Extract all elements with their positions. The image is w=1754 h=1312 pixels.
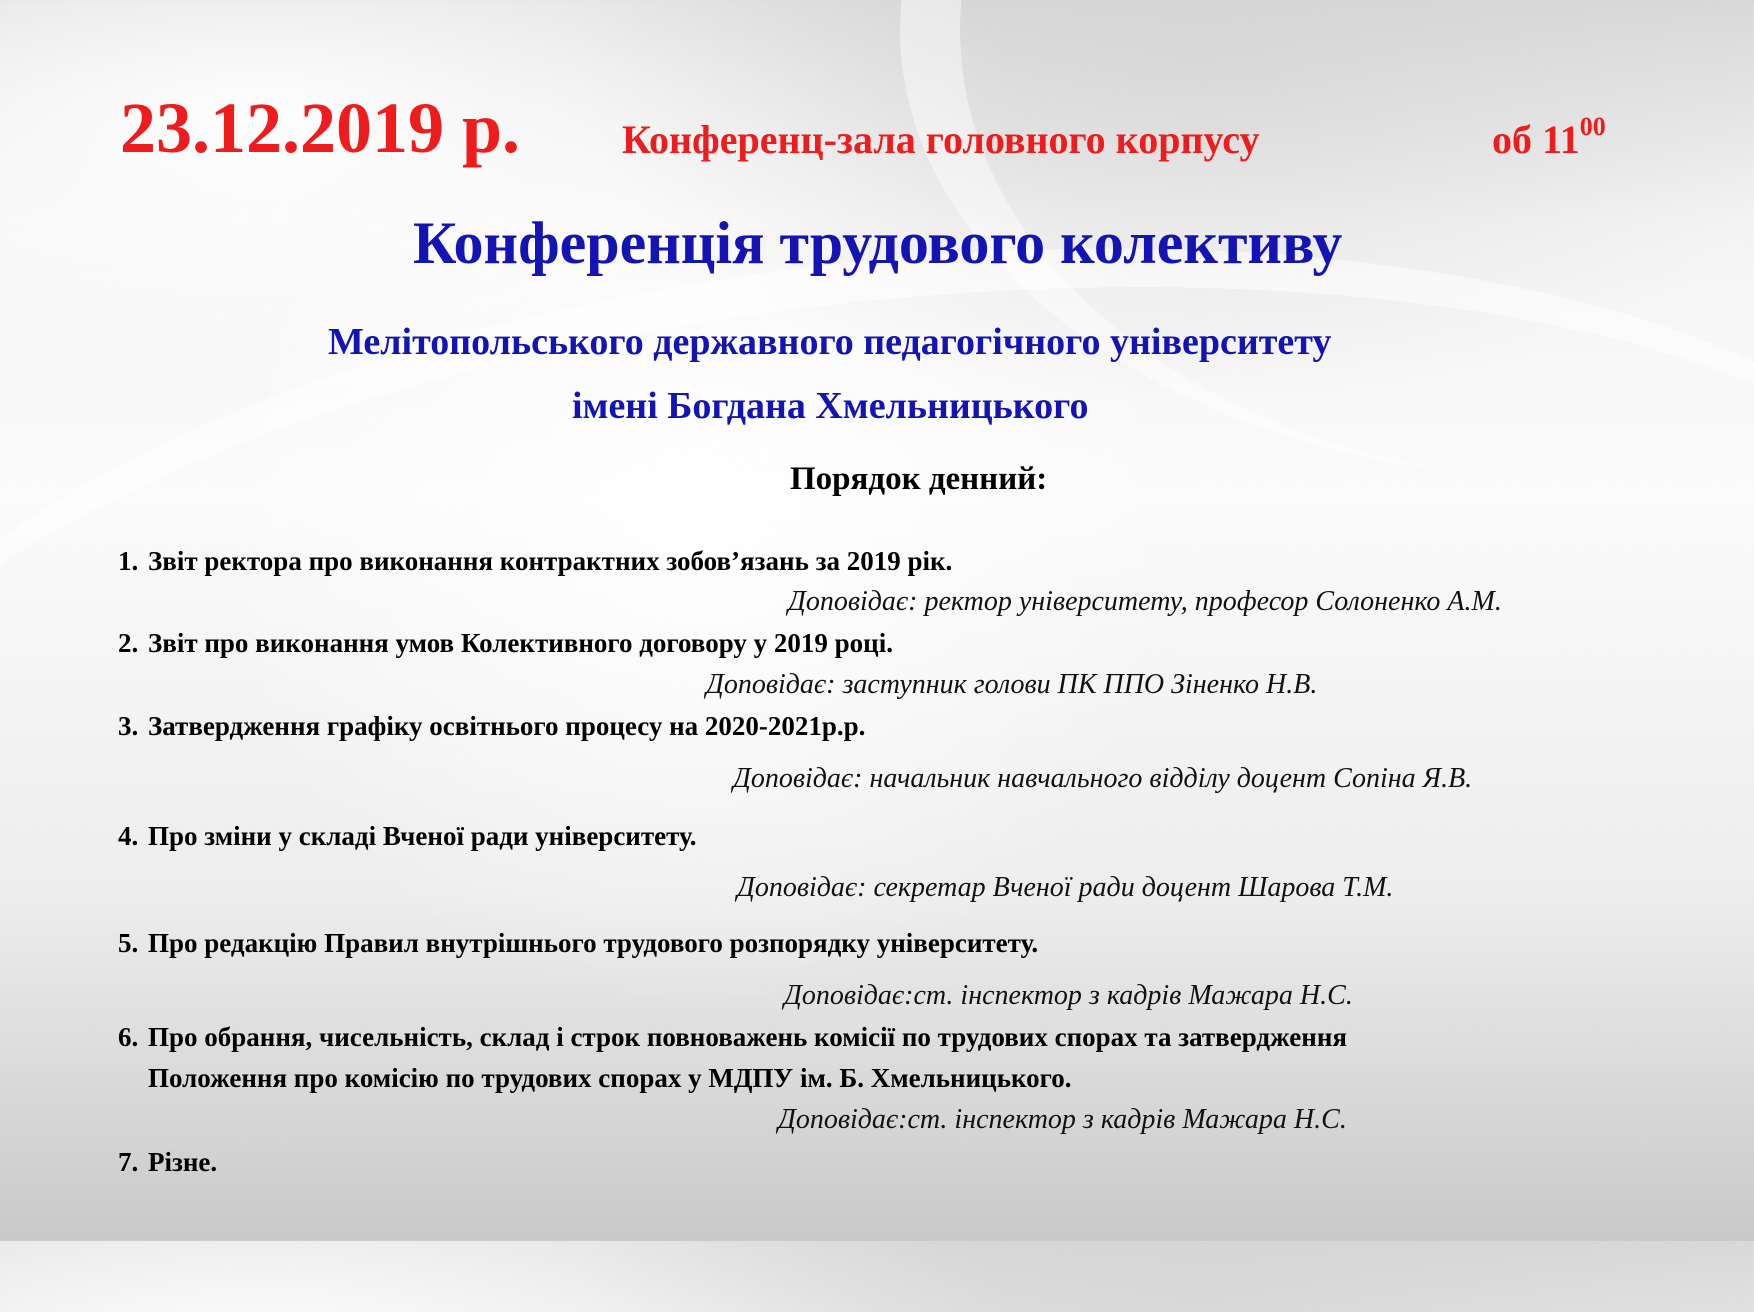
university-name-line1: Мелітопольського державного педагогічного університету xyxy=(328,321,1332,363)
agenda-item-text: Про редакцію Правил внутрішнього трудового розпорядку університету. xyxy=(148,928,1039,958)
event-venue: Конференц-зала головного корпусу xyxy=(622,117,1260,162)
agenda-item-text: Затвердження графіку освітнього процесу на 2020-2021р.р. xyxy=(148,711,866,741)
university-name-line2: імені Богдана Хмельницького xyxy=(572,385,1089,427)
agenda-item-7 xyxy=(118,1149,217,1176)
agenda-item-4-speaker: Доповідає: секретар Вченої ради доцент Шарова Т.М. xyxy=(737,872,1394,903)
agenda-item-text: Про обрання, чисельність, склад і строк повноважень комісії по трудових спорах та затвердження xyxy=(148,1022,1347,1052)
agenda-item-3-speaker: Доповідає: начальник навчального відділу доцент Сопіна Я.В. xyxy=(733,763,1473,794)
agenda-item-4 xyxy=(118,823,697,850)
agenda-item-2-speaker: Доповідає: заступник голови ПК ППО Зіненко Н.В. xyxy=(706,669,1318,700)
agenda-item-6 xyxy=(118,1024,1347,1051)
agenda-item-number: 4. xyxy=(118,821,139,851)
agenda-item-text: Про зміни у складі Вченої ради університету. xyxy=(148,821,697,851)
agenda-item-number: 6. xyxy=(118,1022,139,1052)
agenda-item-6-continuation: Положення про комісію по трудових спорах у МДПУ ім. Б. Хмельницького. xyxy=(148,1063,1072,1093)
agenda-item-number: 2. xyxy=(118,628,139,658)
agenda-item-3 xyxy=(118,713,865,740)
event-date: 23.12.2019 р. xyxy=(120,88,521,168)
agenda-item-6-speaker: Доповідає:ст. інспектор з кадрів Мажара Н.С. xyxy=(778,1104,1347,1135)
agenda-item-5-speaker: Доповідає:ст. інспектор з кадрів Мажара Н.С. xyxy=(784,980,1353,1011)
page-title: Конференція трудового колективу xyxy=(413,210,1343,276)
agenda-item-number: 7. xyxy=(118,1147,139,1177)
agenda-item-5 xyxy=(118,930,1038,957)
agenda-item-1-speaker: Доповідає: ректор університету, професор Солоненко А.М. xyxy=(788,586,1502,617)
agenda-item-text: Звіт про виконання умов Колективного договору у 2019 році. xyxy=(148,628,893,658)
event-time-hour: об 11 xyxy=(1492,117,1580,162)
agenda-item-number: 5. xyxy=(118,928,139,958)
event-time-minutes: 00 xyxy=(1579,112,1606,141)
agenda-heading: Порядок денний: xyxy=(790,461,1048,497)
agenda-item-number: 3. xyxy=(118,711,139,741)
agenda-item-number: 1. xyxy=(118,546,139,576)
event-time xyxy=(1492,112,1606,162)
agenda-item-1 xyxy=(118,548,952,575)
agenda-item-2 xyxy=(118,630,893,657)
agenda-item-text: Різне. xyxy=(148,1147,218,1177)
agenda-item-text: Звіт ректора про виконання контрактних зобов’язань за 2019 рік. xyxy=(148,546,953,576)
